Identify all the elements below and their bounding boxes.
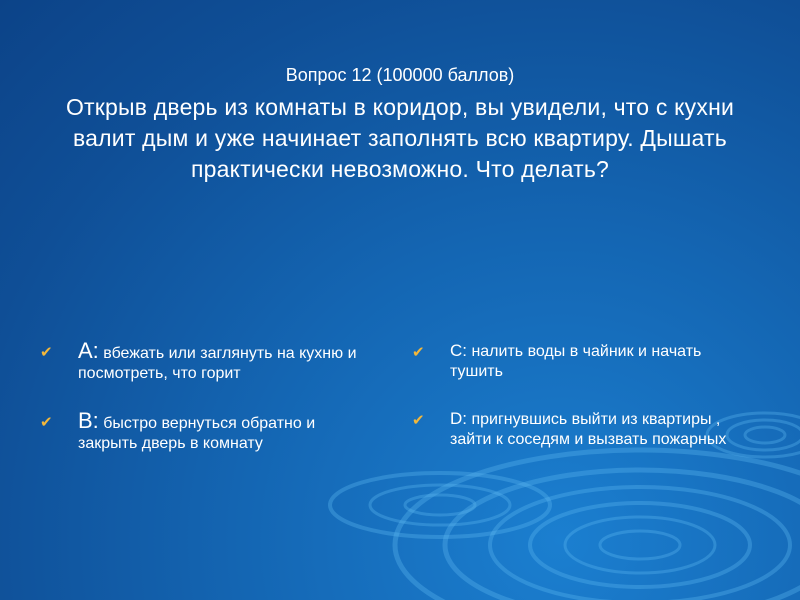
answer-a[interactable] (40, 340, 360, 384)
answer-letter: C: (450, 341, 467, 360)
answer-c[interactable] (412, 340, 732, 382)
checkmark-bullet-icon: ✔ (412, 344, 425, 361)
checkmark-bullet-icon: ✔ (40, 344, 53, 361)
answer-text: пригнувшись выйти из квартиры , зайти к соседям и вызвать пожарных (450, 411, 727, 448)
answer-text: быстро вернуться обратно и закрыть дверь в комнату (78, 415, 316, 452)
checkmark-bullet-icon: ✔ (412, 412, 425, 429)
answer-letter: B: (78, 408, 99, 433)
answer-b[interactable] (40, 410, 360, 454)
checkmark-bullet-icon: ✔ (40, 414, 53, 431)
question-number: Вопрос 12 (100000 баллов) (285, 65, 515, 85)
answer-letter: D: (450, 409, 467, 428)
question-block (40, 62, 760, 185)
answer-d[interactable] (412, 408, 732, 450)
answer-text: вбежать или заглянуть на кухню и посмотреть, что горит (78, 345, 357, 382)
answers-left-column (40, 340, 360, 480)
answer-text: налить воды в чайник и начать тушить (450, 343, 702, 380)
answers-right-column (412, 340, 732, 476)
question-text: Открыв дверь из комнаты в коридор, вы увидели, что с кухни валит дым и уже начинает заполнять всю квартиру. Дышать практически невозможно. Что делать? (65, 94, 735, 182)
answer-letter: A: (78, 338, 99, 363)
